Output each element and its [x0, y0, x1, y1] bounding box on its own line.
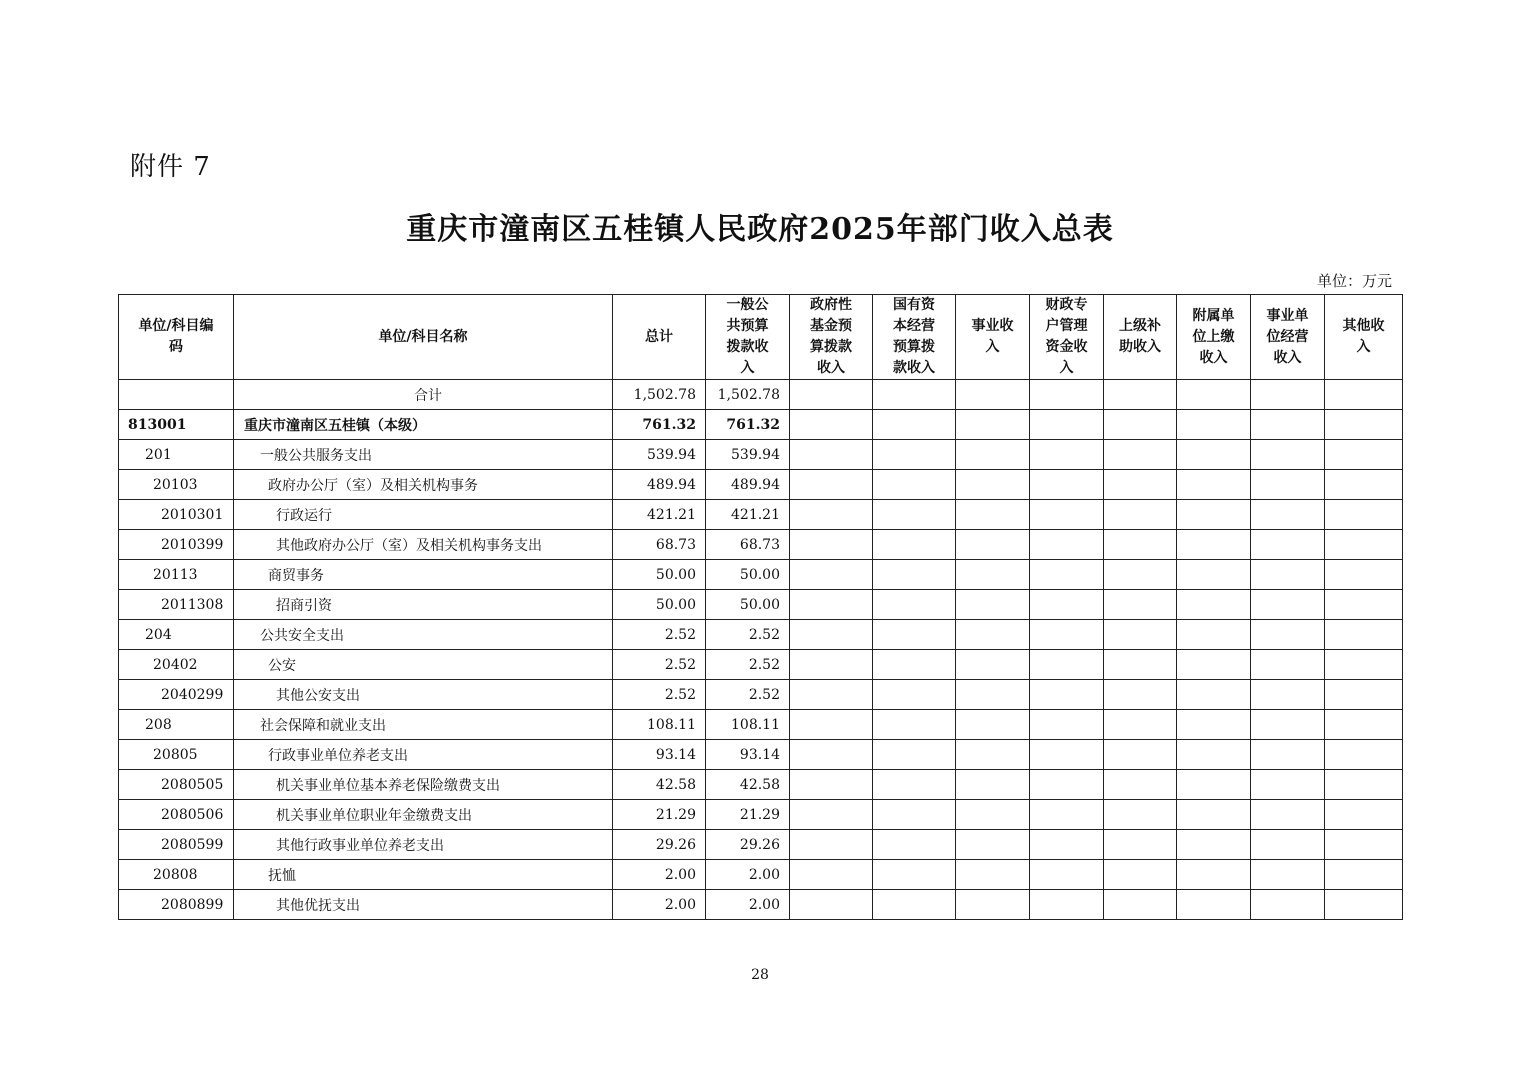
cell-empty [790, 860, 873, 890]
cell-empty [1251, 710, 1325, 740]
col-header-name: 单位/科目名称 [234, 295, 613, 380]
table-row [119, 680, 1403, 710]
cell-empty [1325, 440, 1403, 470]
cell-empty [1251, 410, 1325, 440]
cell-total: 2.52 [613, 680, 706, 710]
cell-name: 其他行政事业单位养老支出 [234, 830, 613, 860]
cell-empty [1251, 500, 1325, 530]
cell-code: 2080899 [119, 890, 234, 920]
table-row [119, 860, 1403, 890]
cell-total: 761.32 [613, 410, 706, 440]
cell-empty [956, 860, 1030, 890]
cell-general-budget: 93.14 [706, 740, 790, 770]
table-row [119, 470, 1403, 500]
col-header-business-income: 事业收入 [956, 295, 1030, 380]
cell-empty [1325, 590, 1403, 620]
cell-name: 重庆市潼南区五桂镇（本级） [234, 410, 613, 440]
cell-empty [1251, 560, 1325, 590]
cell-empty [1030, 620, 1104, 650]
col-header-code: 单位/科目编码 [119, 295, 234, 380]
col-header-gov-fund: 政府性基金预算拨款收入 [790, 295, 873, 380]
cell-empty [1104, 860, 1177, 890]
cell-code: 2010399 [119, 530, 234, 560]
cell-empty [790, 620, 873, 650]
cell-total: 539.94 [613, 440, 706, 470]
cell-general-budget: 108.11 [706, 710, 790, 740]
table-header-row [119, 295, 1403, 380]
cell-empty [956, 710, 1030, 740]
table-row [119, 650, 1403, 680]
cell-general-budget: 2.52 [706, 620, 790, 650]
table-row [119, 410, 1403, 440]
cell-name: 行政事业单位养老支出 [234, 740, 613, 770]
cell-empty [1177, 860, 1251, 890]
cell-empty [790, 800, 873, 830]
cell-code: 20805 [119, 740, 234, 770]
cell-empty [1325, 830, 1403, 860]
cell-total: 2.52 [613, 650, 706, 680]
cell-general-budget: 42.58 [706, 770, 790, 800]
cell-empty [790, 770, 873, 800]
cell-empty [1104, 890, 1177, 920]
cell-empty [1104, 770, 1177, 800]
cell-name: 行政运行 [234, 500, 613, 530]
cell-name: 政府办公厅（室）及相关机构事务 [234, 470, 613, 500]
cell-total: 489.94 [613, 470, 706, 500]
cell-empty [873, 860, 956, 890]
cell-empty [1325, 410, 1403, 440]
cell-code: 20402 [119, 650, 234, 680]
cell-empty [873, 830, 956, 860]
cell-empty [1251, 740, 1325, 770]
cell-general-budget: 489.94 [706, 470, 790, 500]
table-row [119, 740, 1403, 770]
cell-empty [1251, 380, 1325, 410]
cell-empty [956, 410, 1030, 440]
attachment-label: 附件 7 [130, 152, 211, 182]
cell-general-budget: 50.00 [706, 590, 790, 620]
cell-empty [1104, 740, 1177, 770]
cell-code: 20113 [119, 560, 234, 590]
table-row [119, 500, 1403, 530]
cell-empty [1251, 890, 1325, 920]
cell-empty [1104, 590, 1177, 620]
cell-code: 204 [119, 620, 234, 650]
cell-empty [1251, 650, 1325, 680]
cell-code: 2080599 [119, 830, 234, 860]
cell-total: 2.52 [613, 620, 706, 650]
cell-empty [956, 800, 1030, 830]
cell-general-budget: 539.94 [706, 440, 790, 470]
cell-empty [1177, 650, 1251, 680]
cell-empty [790, 590, 873, 620]
cell-code: 20103 [119, 470, 234, 500]
cell-general-budget: 2.52 [706, 680, 790, 710]
cell-empty [873, 410, 956, 440]
cell-empty [1325, 680, 1403, 710]
page-number: 28 [751, 967, 769, 983]
cell-name: 公共安全支出 [234, 620, 613, 650]
cell-empty [1030, 800, 1104, 830]
cell-empty [1325, 710, 1403, 740]
cell-empty [1030, 530, 1104, 560]
table-body [119, 380, 1403, 920]
cell-empty [790, 380, 873, 410]
cell-code [119, 380, 234, 410]
cell-empty [956, 830, 1030, 860]
cell-total: 21.29 [613, 800, 706, 830]
cell-empty [1030, 650, 1104, 680]
cell-empty [873, 560, 956, 590]
cell-name: 机关事业单位基本养老保险缴费支出 [234, 770, 613, 800]
cell-empty [956, 530, 1030, 560]
cell-total: 1,502.78 [613, 380, 706, 410]
cell-code: 813001 [119, 410, 234, 440]
cell-name: 社会保障和就业支出 [234, 710, 613, 740]
col-header-affiliated-unit: 附属单位上缴收入 [1177, 295, 1251, 380]
table-row [119, 380, 1403, 410]
cell-empty [1325, 530, 1403, 560]
cell-empty [1030, 500, 1104, 530]
cell-empty [1251, 800, 1325, 830]
cell-empty [1030, 470, 1104, 500]
cell-empty [1325, 470, 1403, 500]
cell-code: 2080506 [119, 800, 234, 830]
cell-empty [1325, 860, 1403, 890]
cell-empty [1325, 650, 1403, 680]
cell-empty [1325, 380, 1403, 410]
cell-name: 公安 [234, 650, 613, 680]
cell-empty [956, 890, 1030, 920]
cell-empty [1251, 830, 1325, 860]
cell-general-budget: 21.29 [706, 800, 790, 830]
cell-empty [1177, 440, 1251, 470]
cell-empty [1104, 830, 1177, 860]
cell-empty [1177, 380, 1251, 410]
cell-general-budget: 2.52 [706, 650, 790, 680]
cell-empty [873, 800, 956, 830]
cell-general-budget: 29.26 [706, 830, 790, 860]
cell-empty [1177, 710, 1251, 740]
cell-empty [790, 890, 873, 920]
unit-label: 单位：万元 [1316, 272, 1392, 290]
cell-empty [1177, 800, 1251, 830]
cell-empty [1104, 680, 1177, 710]
cell-total: 29.26 [613, 830, 706, 860]
cell-empty [956, 500, 1030, 530]
cell-empty [1325, 560, 1403, 590]
cell-total: 421.21 [613, 500, 706, 530]
cell-empty [1251, 860, 1325, 890]
cell-general-budget: 1,502.78 [706, 380, 790, 410]
cell-empty [1251, 620, 1325, 650]
table-row [119, 620, 1403, 650]
cell-empty [790, 410, 873, 440]
cell-empty [1251, 770, 1325, 800]
cell-name: 其他公安支出 [234, 680, 613, 710]
cell-empty [1325, 500, 1403, 530]
table-row [119, 560, 1403, 590]
cell-empty [1325, 770, 1403, 800]
cell-empty [1030, 590, 1104, 620]
cell-empty [873, 710, 956, 740]
cell-empty [1177, 500, 1251, 530]
cell-empty [1251, 440, 1325, 470]
table-row [119, 530, 1403, 560]
cell-general-budget: 2.00 [706, 890, 790, 920]
cell-empty [956, 740, 1030, 770]
cell-empty [956, 620, 1030, 650]
cell-empty [790, 500, 873, 530]
table-row [119, 800, 1403, 830]
cell-total: 2.00 [613, 860, 706, 890]
col-header-unit-operation: 事业单位经营收入 [1251, 295, 1325, 380]
cell-empty [873, 890, 956, 920]
cell-code: 208 [119, 710, 234, 740]
cell-empty [1325, 620, 1403, 650]
document-title: 重庆市潼南区五桂镇人民政府2025年部门收入总表 [406, 212, 1114, 247]
cell-code: 201 [119, 440, 234, 470]
cell-empty [1177, 470, 1251, 500]
cell-empty [956, 770, 1030, 800]
cell-empty [1030, 560, 1104, 590]
cell-empty [956, 440, 1030, 470]
cell-empty [1030, 770, 1104, 800]
cell-empty [790, 530, 873, 560]
cell-total: 50.00 [613, 590, 706, 620]
cell-empty [1104, 800, 1177, 830]
table-row [119, 770, 1403, 800]
cell-code: 2010301 [119, 500, 234, 530]
cell-empty [1030, 680, 1104, 710]
cell-empty [790, 680, 873, 710]
table-row [119, 710, 1403, 740]
cell-name: 其他优抚支出 [234, 890, 613, 920]
cell-total: 50.00 [613, 560, 706, 590]
cell-empty [956, 650, 1030, 680]
cell-empty [1251, 470, 1325, 500]
cell-name: 机关事业单位职业年金缴费支出 [234, 800, 613, 830]
cell-empty [873, 680, 956, 710]
cell-total: 108.11 [613, 710, 706, 740]
cell-general-budget: 68.73 [706, 530, 790, 560]
cell-empty [790, 440, 873, 470]
cell-empty [956, 590, 1030, 620]
cell-empty [1177, 890, 1251, 920]
cell-total: 93.14 [613, 740, 706, 770]
cell-empty [1104, 500, 1177, 530]
cell-empty [1177, 530, 1251, 560]
cell-empty [1177, 410, 1251, 440]
cell-general-budget: 421.21 [706, 500, 790, 530]
cell-name: 其他政府办公厅（室）及相关机构事务支出 [234, 530, 613, 560]
cell-empty [956, 560, 1030, 590]
cell-empty [790, 650, 873, 680]
cell-empty [1325, 740, 1403, 770]
cell-empty [1251, 680, 1325, 710]
cell-total: 68.73 [613, 530, 706, 560]
cell-empty [1030, 410, 1104, 440]
cell-name: 抚恤 [234, 860, 613, 890]
cell-general-budget: 50.00 [706, 560, 790, 590]
cell-empty [1104, 440, 1177, 470]
cell-general-budget: 2.00 [706, 860, 790, 890]
cell-empty [873, 530, 956, 560]
cell-empty [790, 710, 873, 740]
cell-empty [873, 650, 956, 680]
cell-empty [1177, 830, 1251, 860]
cell-code: 2080505 [119, 770, 234, 800]
table-row [119, 830, 1403, 860]
col-header-special-account: 财政专户管理资金收入 [1030, 295, 1104, 380]
cell-empty [1030, 860, 1104, 890]
cell-empty [790, 830, 873, 860]
cell-empty [1177, 770, 1251, 800]
cell-empty [1104, 560, 1177, 590]
cell-empty [1177, 590, 1251, 620]
table-row [119, 440, 1403, 470]
col-header-other-income: 其他收入 [1325, 295, 1403, 380]
cell-empty [873, 590, 956, 620]
cell-empty [1251, 530, 1325, 560]
cell-code: 2040299 [119, 680, 234, 710]
cell-empty [873, 440, 956, 470]
cell-empty [1177, 680, 1251, 710]
cell-name: 商贸事务 [234, 560, 613, 590]
cell-empty [1104, 380, 1177, 410]
cell-empty [1251, 590, 1325, 620]
table-row [119, 890, 1403, 920]
cell-total: 42.58 [613, 770, 706, 800]
cell-empty [873, 620, 956, 650]
cell-empty [1030, 380, 1104, 410]
col-header-general-budget: 一般公共预算拨款收入 [706, 295, 790, 380]
cell-empty [1030, 710, 1104, 740]
cell-empty [1325, 890, 1403, 920]
cell-empty [1177, 560, 1251, 590]
cell-empty [956, 380, 1030, 410]
cell-empty [790, 740, 873, 770]
cell-empty [1104, 710, 1177, 740]
cell-empty [873, 740, 956, 770]
col-header-superior-subsidy: 上级补助收入 [1104, 295, 1177, 380]
cell-empty [1104, 620, 1177, 650]
cell-empty [873, 470, 956, 500]
cell-empty [1177, 740, 1251, 770]
cell-empty [1104, 470, 1177, 500]
revenue-table [118, 294, 1403, 920]
cell-code: 20808 [119, 860, 234, 890]
cell-empty [790, 470, 873, 500]
col-header-state-capital: 国有资本经营预算拨款收入 [873, 295, 956, 380]
cell-total: 2.00 [613, 890, 706, 920]
cell-code: 2011308 [119, 590, 234, 620]
cell-empty [1104, 410, 1177, 440]
cell-empty [873, 500, 956, 530]
cell-empty [873, 380, 956, 410]
cell-empty [956, 470, 1030, 500]
cell-empty [1030, 830, 1104, 860]
table-row [119, 590, 1403, 620]
cell-empty [1030, 440, 1104, 470]
cell-empty [873, 770, 956, 800]
cell-empty [790, 560, 873, 590]
col-header-total: 总计 [613, 295, 706, 380]
cell-empty [1104, 530, 1177, 560]
cell-empty [956, 680, 1030, 710]
cell-empty [1030, 890, 1104, 920]
cell-name: 合计 [234, 380, 613, 410]
cell-name: 招商引资 [234, 590, 613, 620]
cell-empty [1030, 740, 1104, 770]
cell-general-budget: 761.32 [706, 410, 790, 440]
cell-empty [1104, 650, 1177, 680]
cell-empty [1325, 800, 1403, 830]
cell-name: 一般公共服务支出 [234, 440, 613, 470]
cell-empty [1177, 620, 1251, 650]
